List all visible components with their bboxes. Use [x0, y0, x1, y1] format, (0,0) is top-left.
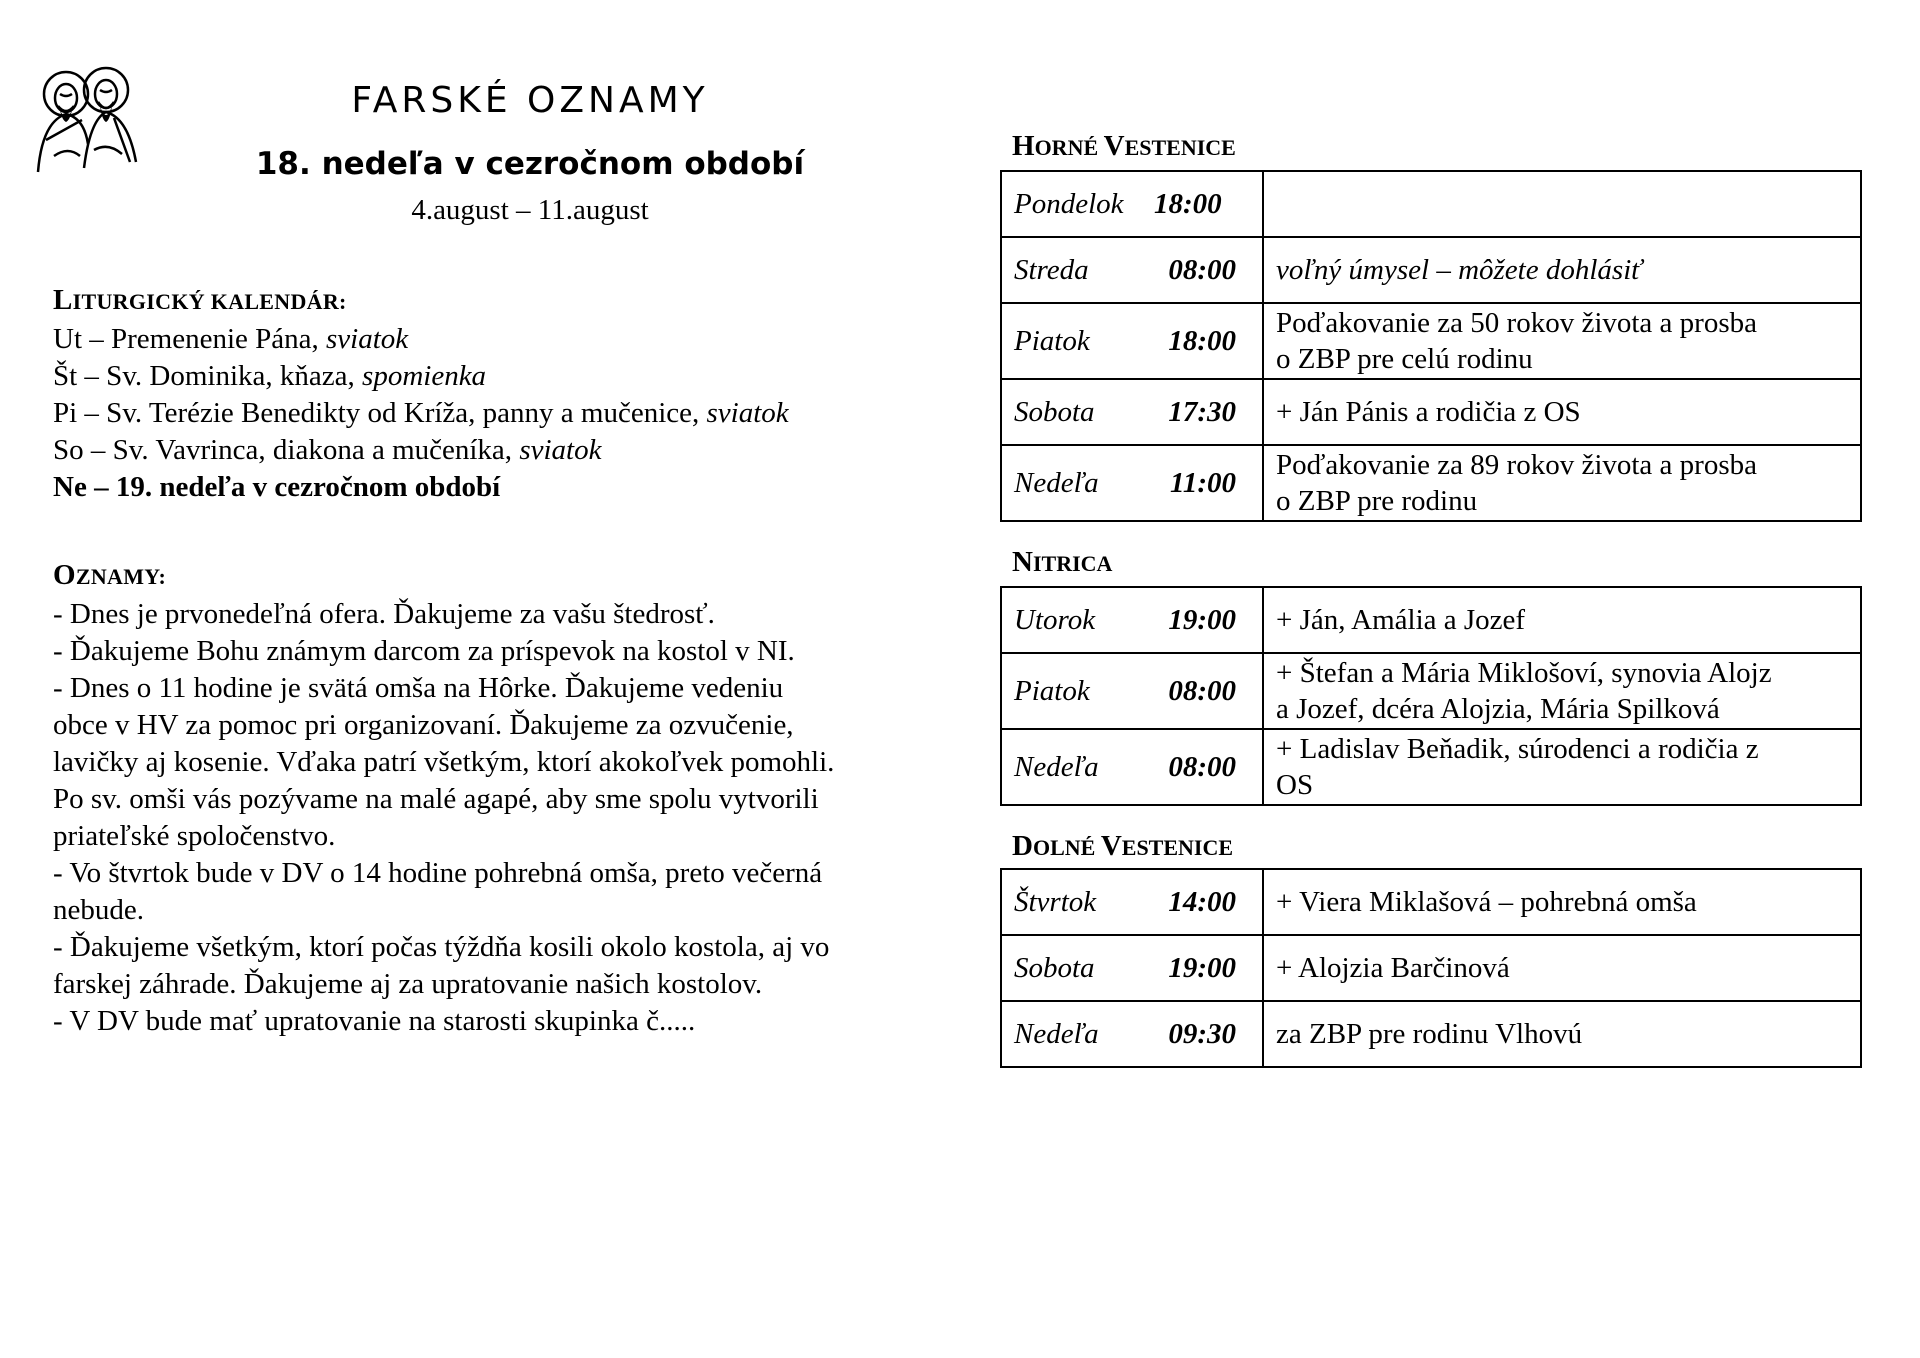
table-row: Nedeľa 11:00 Poďakovanie za 89 rokov života a prosba o ZBP pre rodinu [1001, 445, 1861, 521]
announcement-line: lavičky aj kosenie. Vďaka patrí všetkým, ktorí akokoľvek pomohli. [53, 746, 835, 778]
announcements-heading: OZNAMY: [53, 559, 167, 591]
table-row: Streda 08:00 voľný úmysel – môžete dohlásiť [1001, 237, 1861, 303]
table-row: Sobota 19:00 + Alojzia Barčinová [1001, 935, 1861, 1001]
location-heading-dolne-vestenice: DOLNÉ VESTENICE [1012, 830, 1234, 862]
table-row: Nedeľa 09:30 za ZBP pre rodinu Vlhovú [1001, 1001, 1861, 1067]
announcement-line: nebude. [53, 894, 144, 926]
announcement-line: - Vo štvrtok bude v DV o 14 hodine pohrebná omša, preto večerná [53, 857, 823, 889]
intention-cell: za ZBP pre rodinu Vlhovú [1263, 1001, 1861, 1067]
table-row: Utorok 19:00 + Ján, Amália a Jozef [1001, 587, 1861, 653]
liturgical-item: Št – Sv. Dominika, kňaza, spomienka [53, 360, 487, 392]
intention-cell: + Alojzia Barčinová [1263, 935, 1861, 1001]
saints-logo-icon [24, 60, 148, 178]
intention-cell: + Ladislav Beňadik, súrodenci a rodičia z OS [1263, 729, 1861, 805]
liturgical-item: Ut – Premenenie Pána, sviatok [53, 323, 409, 355]
announcement-line: obce v HV za pomoc pri organizovaní. Ďakujeme za ozvučenie, [53, 709, 794, 741]
announcement-line: - Ďakujeme Bohu známym darcom za príspevok na kostol v NI. [53, 635, 795, 667]
location-heading-horne-vestenice: HORNÉ VESTENICE [1012, 130, 1236, 162]
intention-cell: voľný úmysel – môžete dohlásiť [1263, 237, 1861, 303]
mass-table-nitrica [1000, 586, 1862, 806]
intention-cell: Poďakovanie za 50 rokov života a prosba o ZBP pre celú rodinu [1263, 303, 1861, 379]
location-heading-nitrica: NITRICA [1012, 546, 1113, 578]
announcement-line: - V DV bude mať upratovanie na starosti skupinka č..... [53, 1005, 696, 1037]
liturgical-item: So – Sv. Vavrinca, diakona a mučeníka, sviatok [53, 434, 602, 466]
intention-cell [1263, 171, 1861, 237]
mass-table-dolne-vestenice [1000, 868, 1862, 1068]
announcements-list [53, 596, 933, 1040]
date-range: 4.august – 11.august [411, 194, 649, 226]
mass-table-horne-vestenice [1000, 170, 1862, 522]
intention-cell: Poďakovanie za 89 rokov života a prosba o ZBP pre rodinu [1263, 445, 1861, 521]
intention-cell: + Viera Miklašová – pohrebná omša [1263, 869, 1861, 935]
table-row: Sobota 17:30 + Ján Pánis a rodičia z OS [1001, 379, 1861, 445]
table-row: Piatok 18:00 Poďakovanie za 50 rokov života a prosba o ZBP pre celú rodinu [1001, 303, 1861, 379]
intention-cell: + Štefan a Mária Miklošoví, synovia Alojz a Jozef, dcéra Alojzia, Mária Spilková [1263, 653, 1861, 729]
announcement-line: farskej záhrade. Ďakujeme aj za upratovanie našich kostolov. [53, 968, 763, 1000]
announcement-line: priateľské spoločenstvo. [53, 820, 336, 852]
intention-cell: + Ján, Amália a Jozef [1263, 587, 1861, 653]
sunday-subtitle: 18. nedeľa v cezročnom období [255, 146, 805, 182]
table-row: Pondelok 18:00 [1001, 171, 1861, 237]
table-row: Štvrtok 14:00 + Viera Miklašová – pohrebná omša [1001, 869, 1861, 935]
announcement-line: - Ďakujeme všetkým, ktorí počas týždňa kosili okolo kostola, aj vo [53, 931, 830, 963]
intention-cell: + Ján Pánis a rodičia z OS [1263, 379, 1861, 445]
liturgical-calendar [53, 321, 933, 506]
announcement-line: - Dnes o 11 hodine je svätá omša na Hôrke. Ďakujeme vedeniu [53, 672, 784, 704]
table-row: Nedeľa 08:00 + Ladislav Beňadik, súrodenci a rodičia z OS [1001, 729, 1861, 805]
page-title: FARSKÉ OZNAMY [351, 80, 709, 121]
liturgical-item: Pi – Sv. Terézie Benedikty od Kríža, panny a mučenice, sviatok [53, 397, 789, 429]
table-row: Piatok 08:00 + Štefan a Mária Miklošoví, synovia Alojz a Jozef, dcéra Alojzia, Mária Spilková [1001, 653, 1861, 729]
liturgical-heading: LITURGICKÝ KALENDÁR: [53, 284, 347, 316]
announcement-line: Po sv. omši vás pozývame na malé agapé, aby sme spolu vytvorili [53, 783, 819, 815]
liturgical-item-sunday: Ne – 19. nedeľa v cezročnom období [53, 471, 501, 503]
announcement-line: - Dnes je prvonedeľná ofera. Ďakujeme za vašu štedrosť. [53, 598, 715, 630]
